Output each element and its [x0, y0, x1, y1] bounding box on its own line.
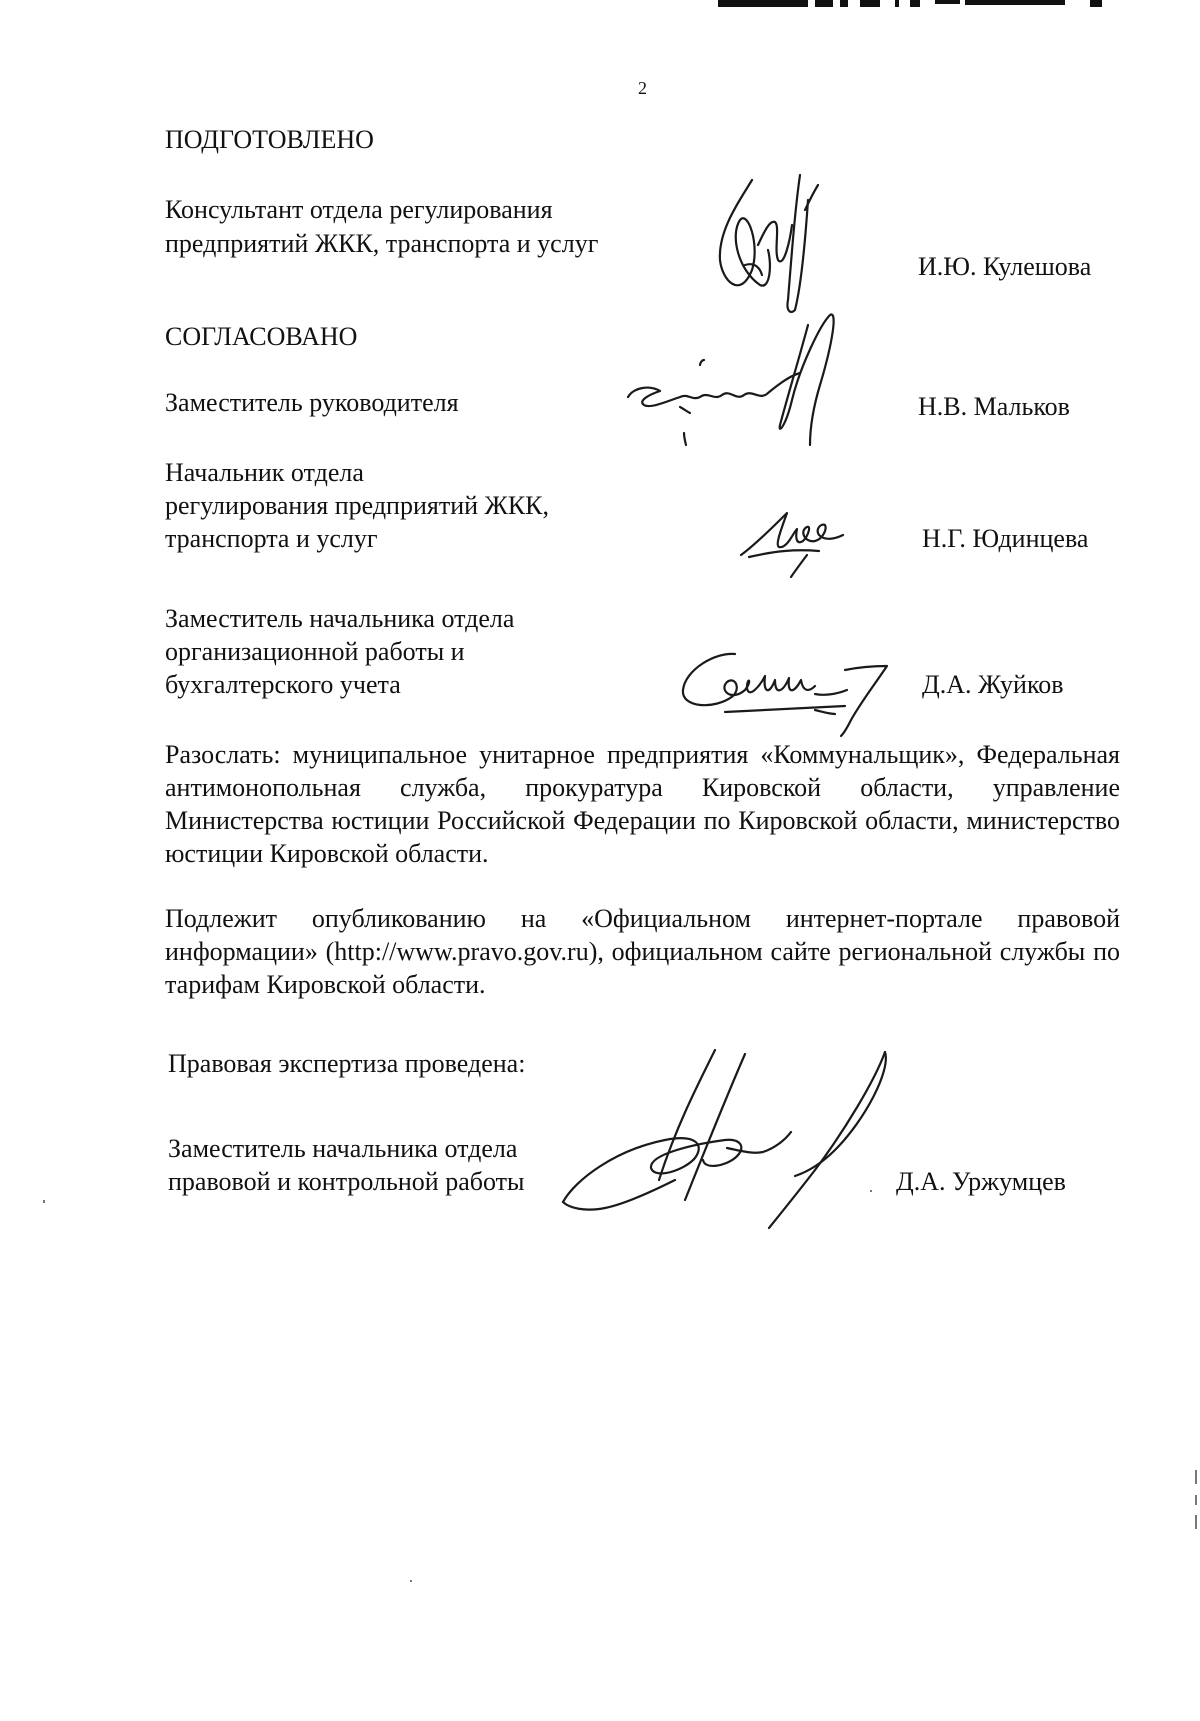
legal-review-name: Д.А. Уржумцев: [896, 1167, 1066, 1196]
scan-speck: [1195, 1515, 1197, 1529]
scan-speck: [43, 1200, 45, 1203]
scan-artifact: [815, 0, 833, 7]
page-number: 2: [638, 78, 647, 98]
prepared-name: И.Ю. Кулешова: [918, 252, 1092, 281]
scan-artifact: [895, 0, 899, 7]
signer-2-position-line2: регулирования предприятий ЖКК,: [165, 491, 550, 520]
signer-2-position-line1: Начальник отдела: [165, 458, 364, 487]
signer-1-position: Заместитель руководителя: [165, 388, 459, 417]
scan-artifact: [910, 0, 920, 7]
agreed-heading: СОГЛАСОВАНО: [165, 322, 358, 351]
signer-2-name: Н.Г. Юдинцева: [922, 524, 1089, 553]
scan-speck: [870, 1190, 872, 1192]
signature-zhuikov: [675, 640, 915, 740]
signer-3-name: Д.А. Жуйков: [922, 670, 1064, 699]
publication-text: Подлежит опубликованию на «Официальном интернет-портале правовой информации» (http://www.pravo.gov.ru), официальном сайте региональной службы по тарифам Кировской области.: [165, 904, 1120, 999]
legal-review-position-line2: правовой и контрольной работы: [168, 1167, 525, 1196]
prepared-heading: ПОДГОТОВЛЕНО: [165, 125, 374, 154]
scan-artifact: [1090, 0, 1102, 7]
prepared-position-line2: предприятий ЖКК, транспорта и услуг: [165, 229, 599, 258]
scan-artifact: [718, 0, 808, 7]
signature-kuleshova: [700, 150, 840, 330]
signer-3-position-line3: бухгалтерского учета: [165, 670, 401, 699]
scan-speck: [410, 1580, 412, 1582]
signature-urzhumtsev: [555, 1040, 915, 1230]
signature-malkov: [620, 305, 880, 465]
legal-review-position-line1: Заместитель начальника отдела: [168, 1134, 518, 1163]
signer-1-name: Н.В. Мальков: [918, 392, 1070, 421]
scan-artifact: [840, 0, 848, 7]
prepared-position-line1: Консультант отдела регулирования: [165, 195, 553, 224]
scan-speck: [1195, 1470, 1197, 1484]
distribution-text: Разослать: муниципальное унитарное предприятия «Коммунальщик», Федеральная антимонопольная служба, прокуратура Кировской области, управление Министерства юстиции Российской Федерации по Кировской области, министерство юстиции Кировской области.: [165, 740, 1120, 868]
signer-3-position-line1: Заместитель начальника отдела: [165, 604, 515, 633]
signature-yudintseva: [735, 495, 855, 585]
signer-3-position-line2: организационной работы и: [165, 637, 465, 666]
scan-artifact: [965, 0, 1065, 5]
signer-2-position-line3: транспорта и услуг: [165, 524, 378, 553]
scan-artifact: [860, 0, 880, 7]
scan-speck: [1195, 1495, 1197, 1505]
scan-artifact: [935, 0, 960, 4]
legal-review-heading: Правовая экспертиза проведена:: [168, 1049, 526, 1078]
